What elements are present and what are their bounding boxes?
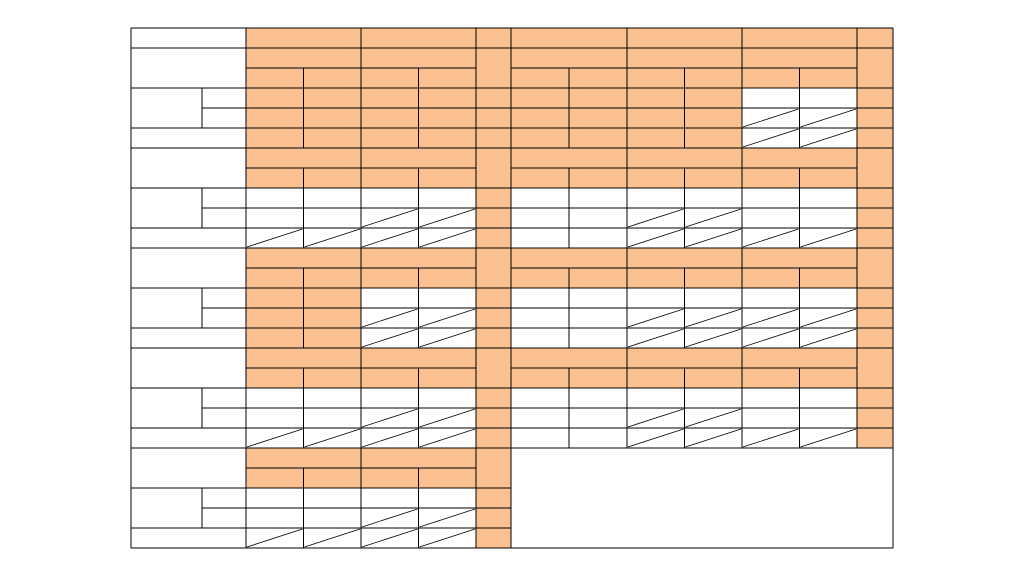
closed-cell — [361, 88, 419, 108]
am-header — [511, 268, 569, 288]
unavailable-cell — [742, 108, 800, 128]
unavailable-cell — [685, 308, 743, 328]
closed-cell — [857, 188, 893, 208]
date-number — [246, 448, 361, 468]
closed-cell — [476, 108, 511, 128]
am-header — [627, 268, 685, 288]
closed-cell — [857, 88, 893, 108]
unavailable-cell — [800, 328, 858, 348]
pm-header — [800, 268, 858, 288]
pm-header — [569, 168, 627, 188]
pm-header — [569, 368, 627, 388]
doctor-name — [419, 388, 477, 408]
am-header — [511, 368, 569, 388]
doctor-name — [569, 408, 627, 428]
doctor-name — [800, 408, 858, 428]
closed-cell — [476, 388, 511, 408]
doctor-name — [361, 488, 419, 508]
closed-cell — [857, 208, 893, 228]
unavailable-cell — [742, 308, 800, 328]
closed-cell — [857, 128, 893, 148]
doctor-name — [800, 188, 858, 208]
closed-cell — [857, 388, 893, 408]
date-number — [627, 248, 742, 268]
closed-cell — [419, 108, 477, 128]
doctor-name — [419, 288, 477, 308]
unavailable-cell — [627, 308, 685, 328]
doctor-name — [361, 288, 419, 308]
exam2-label — [202, 408, 246, 428]
doctor-name — [569, 188, 627, 208]
pm-header — [569, 268, 627, 288]
closed-cell — [476, 208, 511, 228]
unavailable-cell — [361, 508, 419, 528]
closed-cell — [419, 88, 477, 108]
empty-cell — [304, 68, 362, 88]
doctor-name — [419, 488, 477, 508]
july-schedule-table — [131, 28, 893, 548]
counseling-label — [131, 428, 246, 448]
doctor-name — [685, 388, 743, 408]
unavailable-cell — [627, 228, 685, 248]
unavailable-cell — [685, 208, 743, 228]
closed-cell — [857, 408, 893, 428]
weekday-header — [246, 28, 361, 48]
header-blank — [131, 28, 246, 48]
am-header — [742, 168, 800, 188]
closed-cell — [246, 128, 304, 148]
date-number — [361, 348, 476, 368]
pm-header — [800, 168, 858, 188]
doctor-name — [569, 228, 627, 248]
unavailable-cell — [361, 408, 419, 428]
unavailable-cell — [419, 508, 477, 528]
closed-cell — [627, 88, 685, 108]
unavailable-cell — [361, 228, 419, 248]
closed-cell — [246, 308, 304, 328]
month-title — [131, 48, 246, 88]
doctor-name — [246, 188, 304, 208]
doctor-name — [627, 188, 685, 208]
closed-cell — [511, 88, 569, 108]
closed-cell — [857, 108, 893, 128]
closed-cell — [476, 188, 511, 208]
closed-cell — [476, 408, 511, 428]
unavailable-cell — [304, 428, 362, 448]
empty-cell — [246, 68, 304, 88]
unavailable-cell — [246, 228, 304, 248]
date-number — [361, 448, 476, 468]
doctor-name — [361, 188, 419, 208]
closed-cell — [304, 328, 362, 348]
doctor-name — [800, 88, 858, 108]
unavailable-cell — [419, 528, 477, 548]
pm-header — [800, 368, 858, 388]
closed-cell — [476, 488, 511, 508]
pm-header — [419, 468, 477, 488]
unavailable-cell — [419, 228, 477, 248]
doctor-name — [511, 228, 569, 248]
unavailable-cell — [361, 208, 419, 228]
am-header — [361, 368, 419, 388]
doctor-name — [511, 288, 569, 308]
closed-cell — [246, 108, 304, 128]
doctor-name — [800, 388, 858, 408]
pm-header — [685, 168, 743, 188]
weekday-header — [476, 28, 511, 48]
doctor-name — [569, 288, 627, 308]
date-number — [511, 348, 627, 368]
date-number — [361, 248, 476, 268]
weekday-header — [361, 28, 476, 48]
doctor-name — [742, 288, 800, 308]
closed-cell — [857, 288, 893, 308]
am-header — [627, 368, 685, 388]
closed-cell — [511, 108, 569, 128]
doctor-name — [246, 388, 304, 408]
doctor-name — [246, 508, 304, 528]
unavailable-cell — [800, 428, 858, 448]
doctor-name — [511, 428, 569, 448]
counseling-label — [131, 328, 246, 348]
unavailable-cell — [742, 128, 800, 148]
closed-cell — [476, 428, 511, 448]
date-number — [742, 248, 857, 268]
am-header — [742, 268, 800, 288]
doctor-name — [569, 388, 627, 408]
doctor-name — [569, 428, 627, 448]
closed-cell — [419, 128, 477, 148]
closed-cell — [569, 88, 627, 108]
date-number — [246, 248, 361, 268]
week-label-blank — [131, 348, 246, 388]
doctor-name — [742, 208, 800, 228]
unavailable-cell — [742, 328, 800, 348]
doctor-name — [304, 508, 362, 528]
doctor-name — [361, 388, 419, 408]
exam1-label — [202, 288, 246, 308]
doctor-name — [419, 188, 477, 208]
unavailable-cell — [419, 208, 477, 228]
empty-cell — [627, 68, 685, 88]
date-number — [511, 48, 627, 68]
counseling-label — [131, 228, 246, 248]
pm-header — [419, 168, 477, 188]
closed-cell — [511, 128, 569, 148]
empty-cell — [361, 68, 419, 88]
unavailable-cell — [419, 328, 477, 348]
doctor-name — [569, 308, 627, 328]
unavailable-cell — [742, 228, 800, 248]
date-number — [627, 148, 742, 168]
doctor-name — [246, 488, 304, 508]
date-number — [857, 48, 893, 88]
date-number — [246, 348, 361, 368]
doctor-name — [511, 388, 569, 408]
week-label-blank — [131, 248, 246, 288]
am-header — [361, 168, 419, 188]
doctor-name — [304, 208, 362, 228]
date-number — [246, 148, 361, 168]
closed-cell — [857, 228, 893, 248]
unavailable-cell — [627, 408, 685, 428]
am-header — [361, 468, 419, 488]
am-header — [246, 468, 304, 488]
unavailable-cell — [361, 328, 419, 348]
pm-header — [800, 68, 858, 88]
closed-cell — [685, 128, 743, 148]
closed-cell — [627, 108, 685, 128]
doctor-name — [627, 288, 685, 308]
doctor-name — [627, 388, 685, 408]
exam2-label — [202, 208, 246, 228]
am-header — [511, 168, 569, 188]
unavailable-cell — [361, 428, 419, 448]
doctor-name — [511, 408, 569, 428]
closed-cell — [304, 88, 362, 108]
date-number — [476, 348, 511, 388]
date-number — [511, 248, 627, 268]
empty-cell — [511, 68, 569, 88]
closed-cell — [857, 328, 893, 348]
closed-cell — [246, 288, 304, 308]
department-label — [131, 288, 202, 328]
unavailable-cell — [361, 528, 419, 548]
unavailable-cell — [246, 428, 304, 448]
department-label — [131, 188, 202, 228]
pm-header — [304, 168, 362, 188]
unavailable-cell — [742, 428, 800, 448]
unavailable-cell — [419, 308, 477, 328]
unavailable-cell — [419, 428, 477, 448]
closed-cell — [361, 108, 419, 128]
empty-cell — [419, 68, 477, 88]
unavailable-cell — [685, 408, 743, 428]
unavailable-cell — [685, 328, 743, 348]
date-number — [246, 48, 361, 68]
unavailable-cell — [627, 428, 685, 448]
weekday-header — [857, 28, 893, 48]
doctor-name — [304, 488, 362, 508]
empty-cell — [685, 68, 743, 88]
department-label — [131, 488, 202, 528]
department-label — [131, 388, 202, 428]
am-header — [246, 168, 304, 188]
closed-cell — [246, 328, 304, 348]
date-number — [742, 348, 857, 368]
empty-cell — [246, 268, 304, 288]
unavailable-cell — [419, 408, 477, 428]
doctor-name — [511, 188, 569, 208]
closed-cell — [304, 308, 362, 328]
date-number — [627, 48, 742, 68]
closed-cell — [476, 308, 511, 328]
closed-cell — [476, 128, 511, 148]
weekday-header — [627, 28, 742, 48]
exam2-label — [202, 508, 246, 528]
closed-cell — [304, 128, 362, 148]
date-number — [857, 248, 893, 288]
doctor-name — [742, 408, 800, 428]
closed-cell — [476, 328, 511, 348]
doctor-name — [511, 208, 569, 228]
empty-cell — [569, 68, 627, 88]
am-header — [742, 68, 800, 88]
closed-cell — [246, 88, 304, 108]
doctor-name — [569, 208, 627, 228]
department-label — [131, 88, 202, 128]
closed-cell — [569, 128, 627, 148]
date-number — [476, 48, 511, 88]
exam1-label — [202, 488, 246, 508]
date-number — [627, 348, 742, 368]
unavailable-cell — [800, 308, 858, 328]
doctor-name — [511, 308, 569, 328]
unavailable-cell — [627, 208, 685, 228]
unavailable-cell — [685, 228, 743, 248]
doctor-name — [246, 208, 304, 228]
exam1-label — [202, 388, 246, 408]
closed-cell — [627, 128, 685, 148]
pm-header — [419, 268, 477, 288]
am-header — [361, 268, 419, 288]
exam2-label — [202, 108, 246, 128]
doctor-name — [685, 188, 743, 208]
counseling-label — [131, 528, 246, 548]
exam2-label — [202, 308, 246, 328]
am-header — [742, 368, 800, 388]
pm-header — [304, 368, 362, 388]
doctor-name — [800, 288, 858, 308]
closed-cell — [476, 528, 511, 548]
am-header — [627, 168, 685, 188]
doctor-name — [246, 408, 304, 428]
weekday-header — [511, 28, 627, 48]
closed-cell — [476, 88, 511, 108]
closed-cell — [476, 508, 511, 528]
exam1-label — [202, 188, 246, 208]
closed-cell — [304, 288, 362, 308]
unavailable-cell — [800, 128, 858, 148]
date-number — [476, 248, 511, 288]
am-header — [246, 368, 304, 388]
closed-cell — [857, 428, 893, 448]
unavailable-cell — [361, 308, 419, 328]
doctor-name — [304, 388, 362, 408]
closed-cell — [685, 108, 743, 128]
unavailable-cell — [246, 528, 304, 548]
pm-header — [685, 268, 743, 288]
doctor-name — [569, 328, 627, 348]
doctor-name — [304, 188, 362, 208]
pm-header — [685, 368, 743, 388]
closed-cell — [857, 308, 893, 328]
unavailable-cell — [304, 528, 362, 548]
doctor-name — [511, 328, 569, 348]
date-number — [511, 148, 627, 168]
date-number — [742, 148, 857, 168]
weekday-header — [742, 28, 857, 48]
empty-cell — [304, 268, 362, 288]
closed-cell — [476, 288, 511, 308]
closed-cell — [685, 88, 743, 108]
week-label-blank — [131, 448, 246, 488]
date-number — [857, 148, 893, 188]
closed-cell — [304, 108, 362, 128]
doctor-name — [742, 388, 800, 408]
date-number — [742, 48, 857, 68]
pm-header — [304, 468, 362, 488]
pm-header — [419, 368, 477, 388]
closed-cell — [476, 228, 511, 248]
unavailable-cell — [800, 108, 858, 128]
date-number — [361, 48, 476, 68]
doctor-name — [742, 88, 800, 108]
week-label-blank — [131, 148, 246, 188]
date-number — [857, 348, 893, 388]
unavailable-cell — [627, 328, 685, 348]
date-number — [476, 448, 511, 488]
closed-cell — [569, 108, 627, 128]
date-number — [361, 148, 476, 168]
counseling-label — [131, 128, 246, 148]
doctor-name — [742, 188, 800, 208]
exam1-label — [202, 88, 246, 108]
doctor-name — [800, 208, 858, 228]
closed-cell — [361, 128, 419, 148]
doctor-name — [685, 288, 743, 308]
doctor-name — [304, 408, 362, 428]
date-number — [476, 148, 511, 188]
unavailable-cell — [685, 428, 743, 448]
unavailable-cell — [304, 228, 362, 248]
unavailable-cell — [800, 228, 858, 248]
